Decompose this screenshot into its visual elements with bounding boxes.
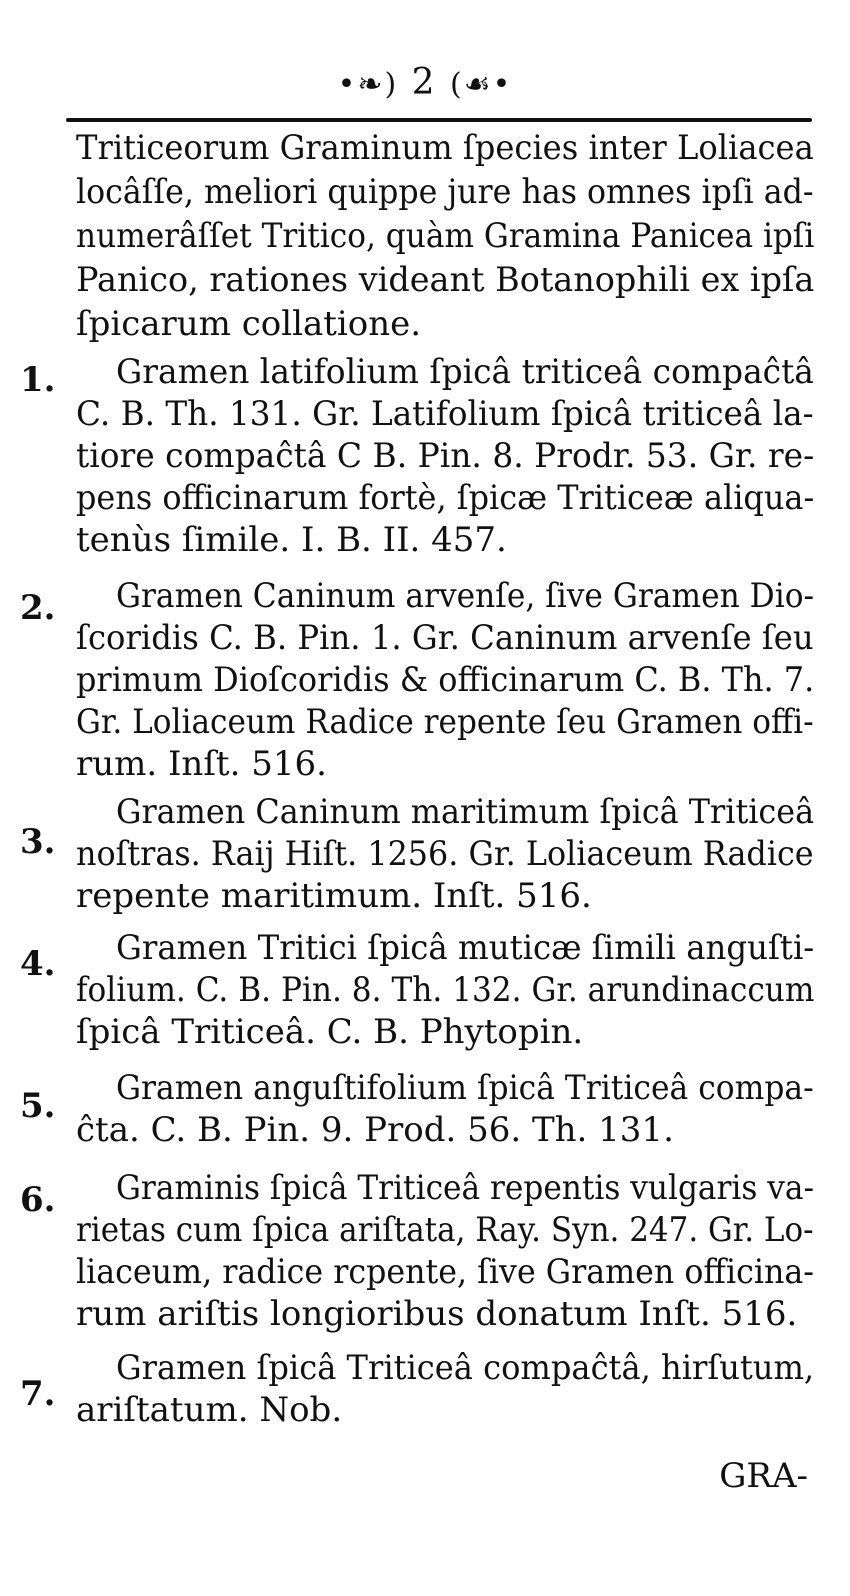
entry-line: Gramen Caninum arvenſe, ſive Gramen Dio-	[116, 576, 815, 616]
intro-line: Triticeorum Graminum ſpecies inter Loliacea	[76, 128, 814, 168]
entry-line: Gramen Caninum maritimum ſpicâ Triticeâ	[116, 792, 815, 832]
catchword: GRA-	[719, 1456, 808, 1496]
entry-line: tenùs ſimile. I. B. II. 457.	[76, 520, 507, 560]
entry-line: pens officinarum fortè, ſpicæ Triticeæ aliqua-	[76, 478, 815, 518]
header-rule	[66, 118, 812, 122]
entry-line: rum ariſtis longioribus donatum Inſt. 516.	[76, 1294, 798, 1334]
intro-line: ſpicarum collatione.	[76, 304, 422, 344]
entry-number: 4.	[20, 944, 56, 984]
entry-number: 7.	[20, 1374, 56, 1414]
entry-line: tiore compaĉtâ C B. Pin. 8. Prodr. 53. Gr. re-	[76, 436, 815, 476]
entry-line: noſtras. Raij Hiſt. 1256. Gr. Loliaceum Radice	[76, 834, 814, 874]
entry-line: folium. C. B. Pin. 8. Th. 132. Gr. arundinaccum	[76, 970, 815, 1010]
intro-line: numerâſſet Tritico, quàm Gramina Panicea ipſi	[76, 216, 815, 256]
entry-line: ſpicâ Triticeâ. C. B. Phytopin.	[76, 1012, 584, 1052]
intro-line: locâſſe, meliori quippe jure has omnes ipſi ad-	[76, 172, 814, 212]
entry-line: Graminis ſpicâ Triticeâ repentis vulgaris va-	[116, 1168, 815, 1208]
entry-line: ariſtatum. Nob.	[76, 1390, 343, 1430]
entry-line: Gramen ſpicâ Triticeâ compaĉtâ, hirſutum,	[116, 1348, 815, 1388]
entry-line: Gramen anguſtifolium ſpicâ Triticeâ compa-	[116, 1068, 814, 1108]
entry-line: primum Dioſcoridis & officinarum C. B. Th. 7.	[76, 660, 815, 700]
entry-number: 1.	[20, 360, 56, 400]
entry-number: 2.	[20, 588, 56, 628]
entry-line: ſcoridis C. B. Pin. 1. Gr. Caninum arvenſe ſeu	[76, 618, 814, 658]
entry-line: repente maritimum. Inſt. 516.	[76, 876, 592, 916]
intro-line: Panico, rationes videant Botanophili ex ipſa	[76, 260, 815, 300]
right-ornament: (☙•	[450, 67, 513, 102]
entry-line: rum. Inſt. 516.	[76, 744, 327, 784]
entry-line: Gramen latifolium ſpicâ triticeâ compaĉtâ	[116, 352, 814, 392]
entry-line: C. B. Th. 131. Gr. Latifolium ſpicâ triticeâ la-	[76, 394, 814, 434]
left-ornament: •❧)	[337, 67, 399, 102]
entry-line: Gr. Loliaceum Radice repente ſeu Gramen offi-	[76, 702, 814, 742]
entry-number: 5.	[20, 1086, 56, 1126]
entry-line: ĉta. C. B. Pin. 9. Prod. 56. Th. 131.	[76, 1110, 674, 1150]
entry-line: rietas cum ſpica ariſtata, Ray. Syn. 247. Gr. Lo-	[76, 1210, 814, 1250]
page-header	[0, 62, 850, 103]
entry-number: 6.	[20, 1180, 56, 1220]
page-number: 2	[411, 62, 437, 103]
entry-line: liaceum, radice rcpente, ſive Gramen officina-	[76, 1252, 814, 1292]
entry-number: 3.	[20, 822, 56, 862]
entry-line: Gramen Tritici ſpicâ muticæ ſimili anguſti-	[116, 928, 815, 968]
